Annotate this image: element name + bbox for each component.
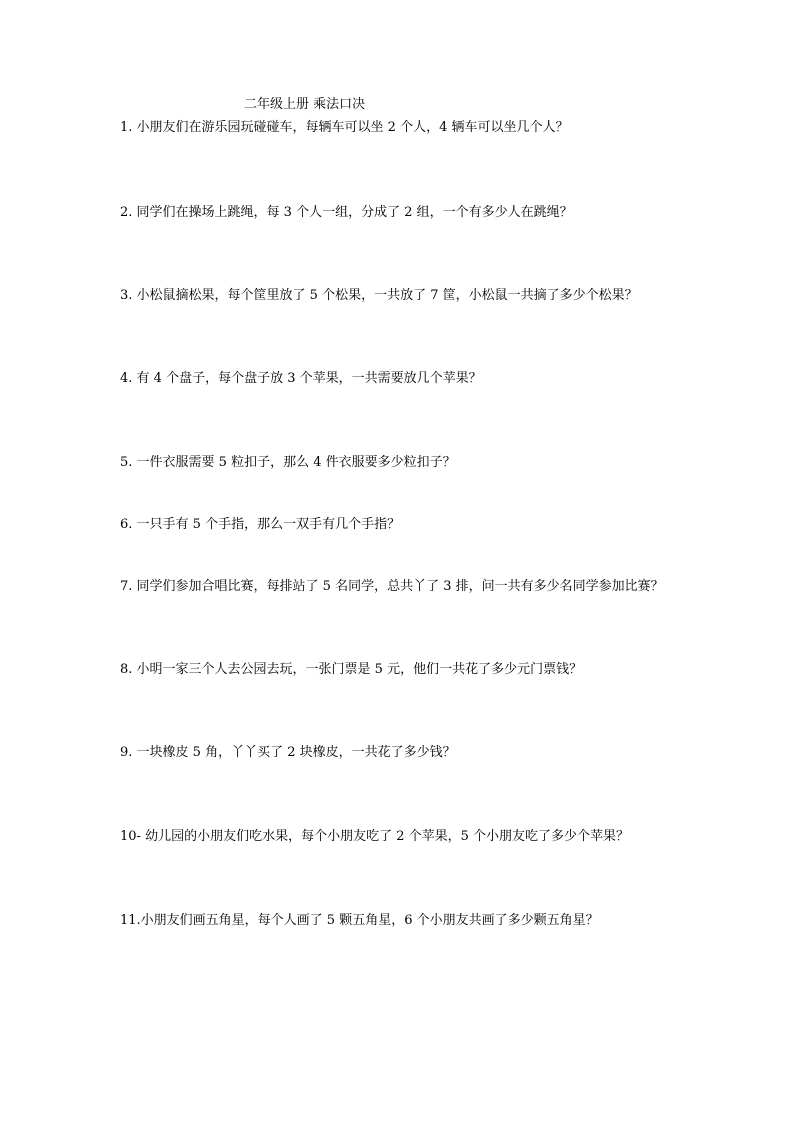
question-1: 1. 小朋友们在游乐园玩碰碰车，每辆车可以坐 2 个人，4 辆车可以坐几个人？ xyxy=(120,120,569,135)
question-3: 3. 小松鼠摘松果，每个筐里放了 5 个松果，一共放了 7 筐，小松鼠一共摘了多少个松果？ xyxy=(120,288,638,303)
question-11: 11.小朋友们画五角星，每个人画了 5 颗五角星，6 个小朋友共画了多少颗五角星？ xyxy=(120,913,599,928)
question-8: 8. 小明一家三个人去公园去玩，一张门票是 5 元，他们一共花了多少元门票钱？ xyxy=(120,662,583,677)
worksheet-title: 二年级上册 乘法口决 xyxy=(244,97,366,112)
question-2: 2. 同学们在操场上跳绳，每 3 个人一组，分成了 2 组，一个有多少人在跳绳？ xyxy=(120,205,573,220)
question-6: 6. 一只手有 5 个手指，那么一双手有几个手指？ xyxy=(120,517,401,532)
question-5: 5. 一件衣服需要 5 粒扣子，那么 4 件衣服要多少粒扣子？ xyxy=(120,455,456,470)
question-9: 9. 一块橡皮 5 角，丫丫买了 2 块橡皮，一共花了多少钱？ xyxy=(120,745,456,760)
question-4: 4. 有 4 个盘子，每个盘子放 3 个苹果，一共需要放几个苹果？ xyxy=(120,371,482,386)
question-7: 7. 同学们参加合唱比赛，每排站了 5 名同学，总共丫了 3 排，问一共有多少名同学参加比赛？ xyxy=(120,579,664,594)
question-10: 10- 幼儿园的小朋友们吃水果，每个小朋友吃了 2 个苹果，5 个小朋友吃了多少个苹果？ xyxy=(120,829,630,844)
